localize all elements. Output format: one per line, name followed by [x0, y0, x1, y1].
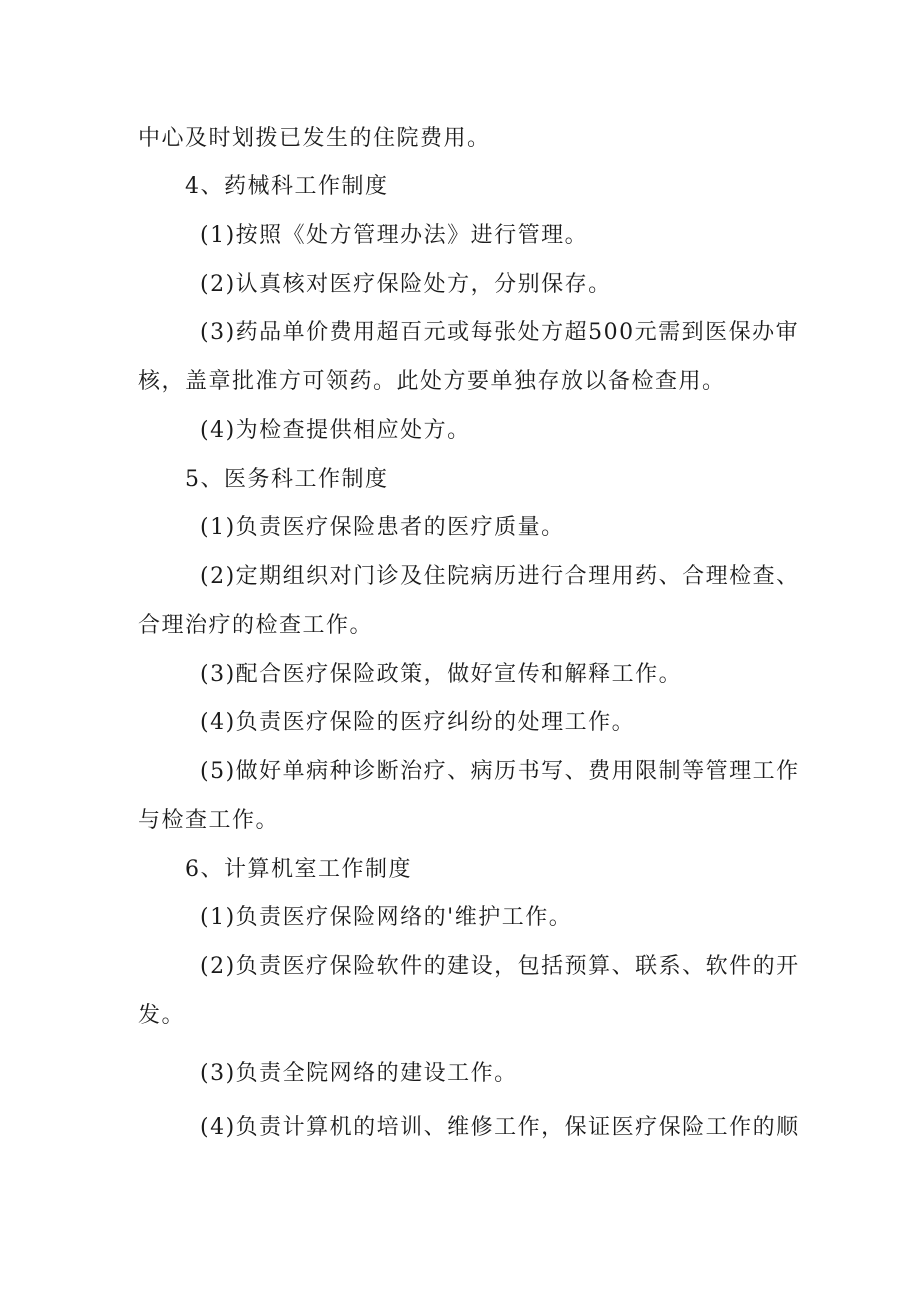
text-line: (1)负责医疗保险网络的'维护工作。 — [200, 905, 573, 930]
section-heading: 4、药械科工作制度 — [185, 174, 389, 199]
text-line: 与检查工作。 — [138, 808, 280, 833]
section-heading: 5、医务科工作制度 — [185, 467, 389, 492]
text-line: (3)药品单价费用超百元或每张处方超500元需到医保办审 — [200, 320, 800, 345]
text-line: (2)认真核对医疗保险处方，分别保存。 — [200, 272, 612, 297]
text-line: (4)负责医疗保险的医疗纠纷的处理工作。 — [200, 710, 636, 735]
text-line: 中心及时划拨已发生的住院费用。 — [138, 126, 491, 151]
text-line: (1)按照《处方管理办法》进行管理。 — [200, 223, 589, 248]
text-line: (1)负责医疗保险患者的医疗质量。 — [200, 515, 565, 540]
text-line: 发。 — [138, 1003, 186, 1028]
text-line: 核，盖章批准方可领药。此处方要单独存放以备检查用。 — [138, 369, 726, 394]
text-line: (2)负责医疗保险软件的建设，包括预算、联系、软件的开 — [200, 954, 800, 979]
text-line: (4)负责计算机的培训、维修工作，保证医疗保险工作的顺 — [200, 1115, 800, 1140]
section-heading: 6、计算机室工作制度 — [185, 857, 412, 882]
text-line: 合理治疗的检查工作。 — [138, 613, 374, 638]
text-line: (3)配合医疗保险政策，做好宣传和解释工作。 — [200, 662, 683, 687]
text-line: (5)做好单病种诊断治疗、病历书写、费用限制等管理工作 — [200, 759, 800, 784]
text-line: (2)定期组织对门诊及住院病历进行合理用药、合理检查、 — [200, 564, 800, 589]
text-line: (4)为检查提供相应处方。 — [200, 418, 471, 443]
text-line: (3)负责全院网络的建设工作。 — [200, 1061, 518, 1086]
